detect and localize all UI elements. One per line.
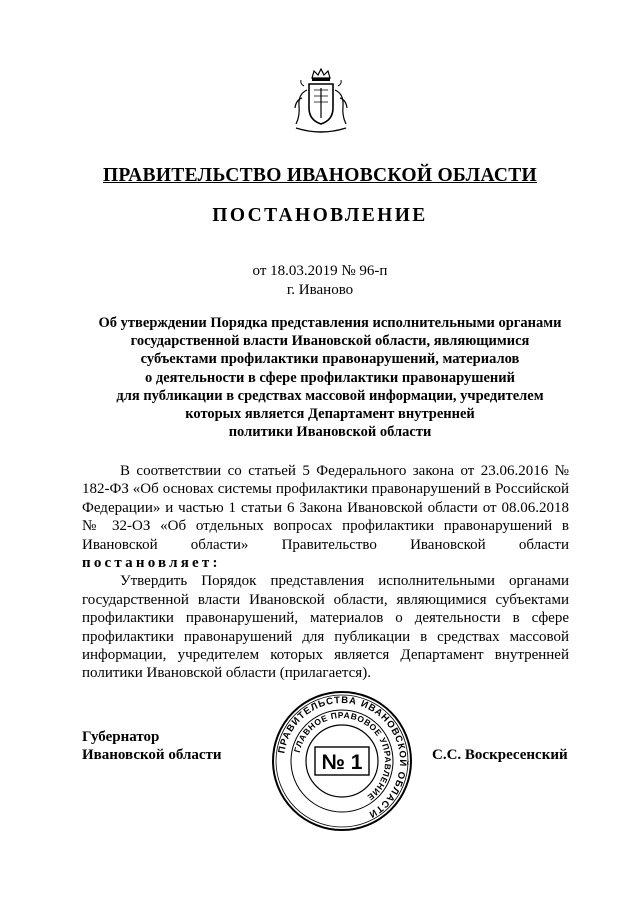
official-seal xyxy=(271,690,413,832)
document-body xyxy=(82,462,569,683)
seal-outer-text: ПРАВИТЕЛЬСТВА ИВАНОВСКОЙ ОБЛАСТИ xyxy=(276,694,409,821)
document-date-number: от 18.03.2019 № 96-п xyxy=(252,263,388,279)
organization-title: ПРАВИТЕЛЬСТВО ИВАНОВСКОЙ ОБЛАСТИ xyxy=(102,165,538,186)
subject-line: о деятельности в сфере профилактики правонарушений xyxy=(144,369,515,386)
seal-number: № 1 xyxy=(321,751,363,774)
document-type: ПОСТАНОВЛЕНИЕ xyxy=(212,205,428,226)
seal-inner-text: ГЛАВНОЕ ПРАВОВОЕ УПРАВЛЕНИЕ xyxy=(291,709,394,803)
subject-line: субъектами профилактики правонарушений, материалов xyxy=(140,351,520,368)
signatory-title xyxy=(82,728,222,765)
document-subject xyxy=(80,314,580,441)
subject-line: Об утверждении Порядка представления исполнительными органами xyxy=(98,315,562,331)
coat-of-arms-emblem xyxy=(292,68,350,136)
subject-line: государственной власти Ивановской области, являющимися xyxy=(130,333,530,350)
subject-line: для публикации в средствах массовой информации, учредителем xyxy=(116,387,544,404)
signatory-name: С.С. Воскресенский xyxy=(432,747,568,763)
signatory-title-line: Губернатор xyxy=(82,729,160,745)
subject-line: которых является Департамент внутренней xyxy=(185,406,475,423)
subject-line: политики Ивановской области xyxy=(228,424,432,441)
preamble-paragraph xyxy=(82,462,569,572)
document-city: г. Иваново xyxy=(286,282,354,298)
decree-word: постановляет: xyxy=(82,555,221,572)
preamble-text: В соответствии со статьей 5 Федерального закона от 23.06.2016 № 182-ФЗ «Об основах системы профилактики правонарушений в Российской Федерации» и частью 1 статьи 6 Закона Ивановской области от 08.06.2018 № 32-ОЗ «Об отдельных вопросах профилактики правонарушений в Ивановской области» Правительство Ивановской области xyxy=(82,463,569,553)
signatory-title-line: Ивановской области xyxy=(82,747,222,764)
decision-paragraph: Утвердить Порядок представления исполнительными органами государственной власти Ивановской области, являющимися субъектами профилактики правонарушений, материалов о деятельности в сфере профилактики правонарушений для публикации в средствах массовой информации, учредителем которых является Департамент внутренней политики Ивановской области (прилагается). xyxy=(82,573,569,682)
